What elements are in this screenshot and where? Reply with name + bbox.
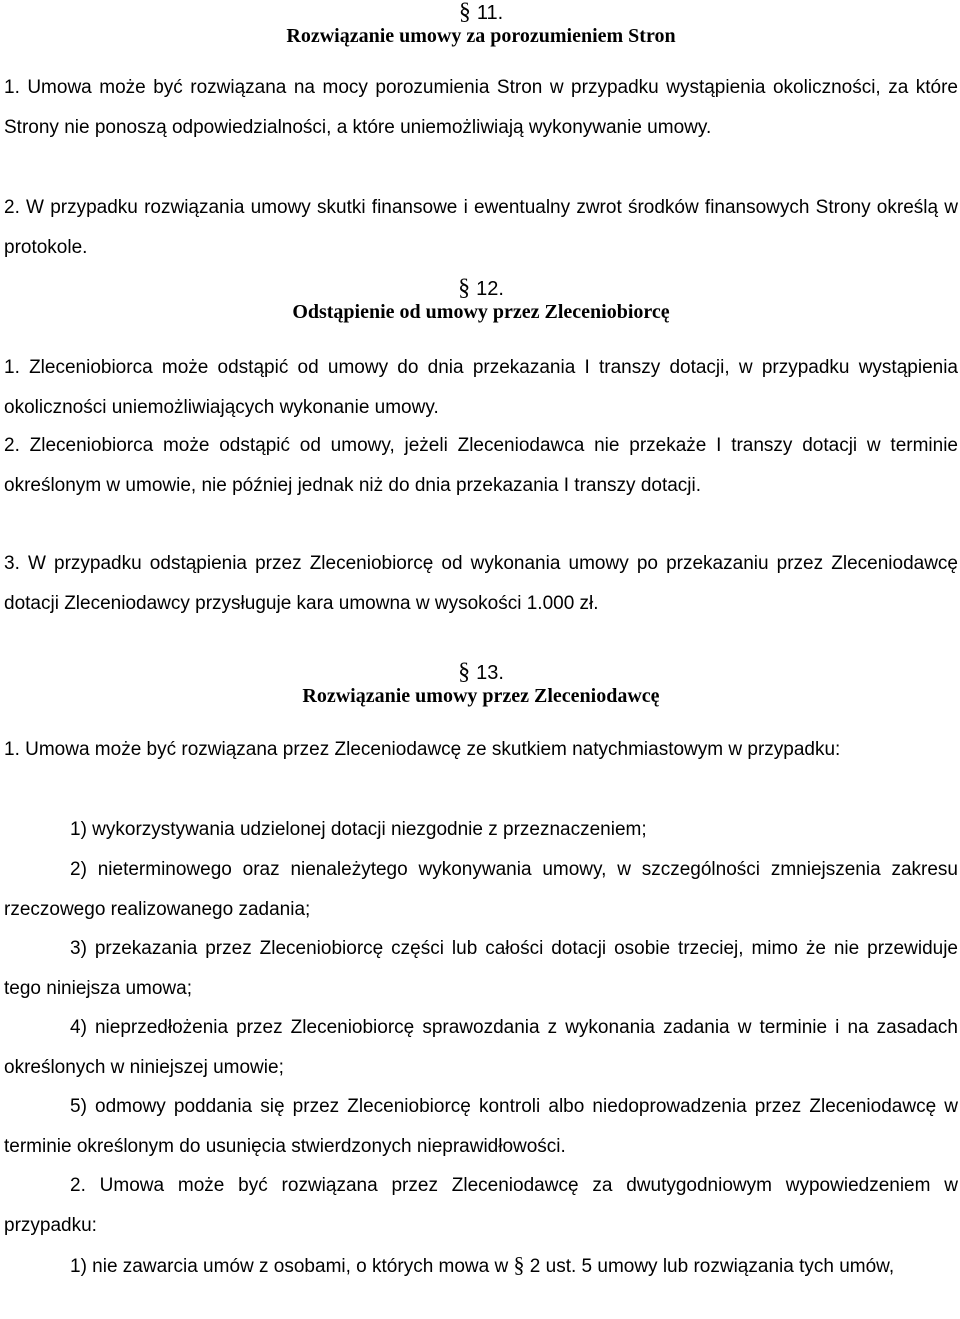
paragraph-12-2: 2. Zleceniobiorca może odstąpić od umowy, jeżeli Zleceniodawca nie przekaże I transzy dotacji w terminie określonym w umowie, nie później jednak niż do dnia przekazania I transzy dotacji. [4,435,958,496]
list-item-13-1-1: 1) wykorzystywania udzielonej dotacji niezgodnie z przeznaczeniem; [70,819,647,840]
paragraph-12-3: 3. W przypadku odstąpienia przez Zleceniobiorcę od wykonania umowy po przekazaniu przez Zleceniodawcę dotacji Zleceniodawcy przysługuje kara umowna w wysokości 1.000 zł. [4,553,958,614]
paragraph-sign-icon: § [458,275,471,301]
paragraph-12-1: 1. Zleceniobiorca może odstąpić od umowy do dnia przekazania I transzy dotacji, w przypadku wystąpienia okoliczności uniemożliwiających wykonanie umowy. [4,357,958,418]
section-number: § 11. [458,0,504,25]
list-item-13-1-2: 2) nieterminowego oraz nienależytego wykonywania umowy, w szczególności zmniejszenia zakresu rzeczowego realizowanego zadania; [4,859,958,920]
paragraph-13-2: 2. Umowa może być rozwiązana przez Zleceniodawcę za dwutygodniowym wypowiedzeniem w przypadku: [4,1175,958,1236]
paragraph-13-1: 1. Umowa może być rozwiązana przez Zleceniodawcę ze skutkiem natychmiastowym w przypadku: [4,739,841,760]
list-item-13-1-3: 3) przekazania przez Zleceniobiorcę części lub całości dotacji osobie trzeciej, mimo że nie przewiduje tego niniejsza umowa; [4,938,958,999]
paragraph-sign-icon: § [458,659,471,685]
section-title: Odstąpienie od umowy przez Zleceniobiorcę [292,301,670,323]
paragraph-11-1: 1. Umowa może być rozwiązana na mocy porozumienia Stron w przypadku wystąpienia okoliczności, za które Strony nie ponoszą odpowiedzialności, a które uniemożliwiają wykonywanie umowy. [4,77,958,138]
section-title: Rozwiązanie umowy za porozumieniem Stron [286,25,676,47]
paragraph-sign-icon: § [458,0,471,25]
paragraph-sign-icon: § [513,1252,525,1277]
list-item-13-2-1: 1) nie zawarcia umów z osobami, o których mowa w § 2 ust. 5 umowy lub rozwiązania tych umów, [70,1252,895,1277]
paragraph-11-2: 2. W przypadku rozwiązania umowy skutki finansowe i ewentualny zwrot środków finansowych Strony określą w protokole. [4,197,958,258]
section-title: Rozwiązanie umowy przez Zleceniodawcę [302,685,660,707]
list-item-13-1-5: 5) odmowy poddania się przez Zleceniobiorcę kontroli albo niedoprowadzenia przez Zleceniodawcę w terminie określonym do usunięcia stwierdzonych nieprawidłowości. [4,1096,958,1157]
list-item-13-1-4: 4) nieprzedłożenia przez Zleceniobiorcę sprawozdania z wykonania zadania w terminie i na zasadach określonych w niniejszej umowie; [4,1017,958,1078]
section-number: § 13. [458,659,504,685]
section-number: § 12. [458,275,504,301]
